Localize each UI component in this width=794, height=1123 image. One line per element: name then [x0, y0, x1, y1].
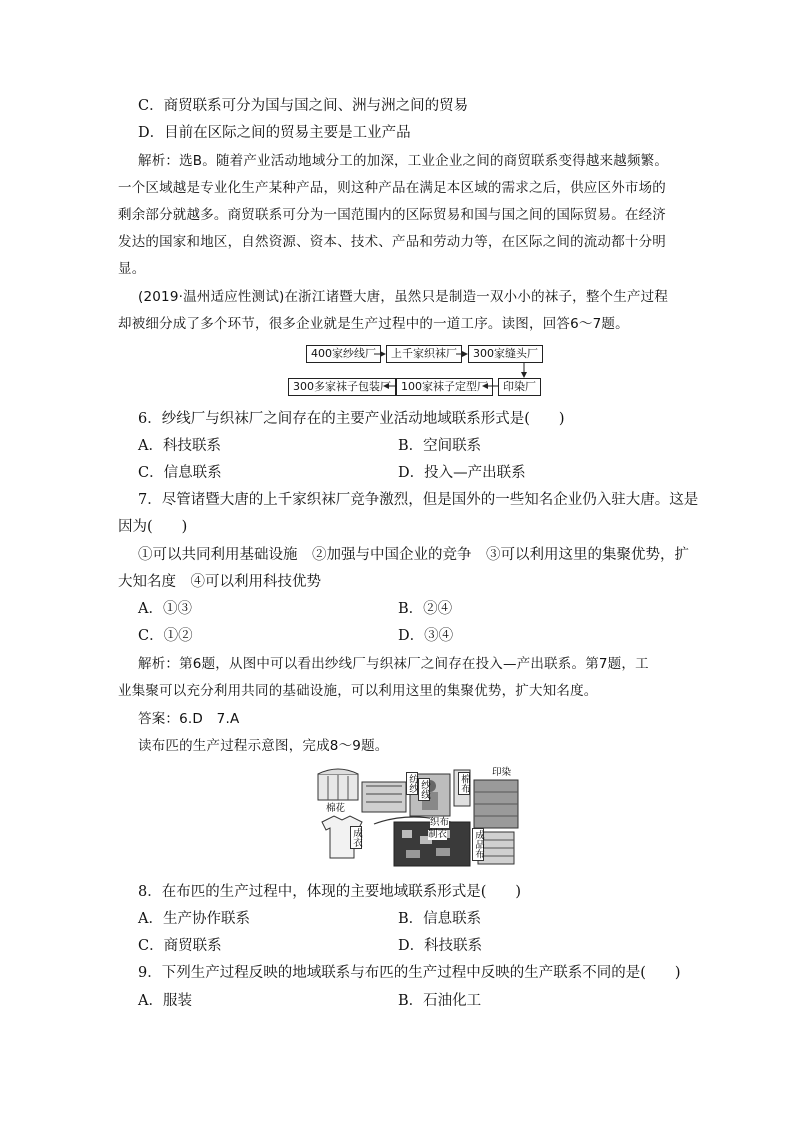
label-finished-cloth: 成品布 [473, 830, 484, 859]
option-d-prev: D．目前在区际之间的贸易主要是工业产品 [138, 125, 411, 141]
label-garment: 成衣 [351, 828, 362, 847]
analysis-1-line-1: 解析：选B。随着产业活动地域分工的加深，工业企业之间的商贸联系变得越来越频繁。 [138, 153, 669, 169]
question-7-option-b: B．②④ [398, 601, 453, 617]
label-yarn: 纱线 [419, 780, 430, 799]
question-7-option-a: A．①③ [138, 601, 192, 617]
question-8-option-d: D．科技联系 [398, 938, 483, 954]
question-7-stem-line-1: 7．尽管诸暨大唐的上千家织袜厂竞争激烈，但是国外的一些知名企业仍入驻大唐。这是 [138, 492, 699, 508]
intro-8-9: 读布匹的生产过程示意图，完成8～9题。 [138, 738, 389, 754]
answer-line: 答案：6.D 7.A [138, 711, 240, 727]
analysis-1-line-3: 剩余部分就越多。商贸联系可分为一国范围内的区际贸易和国与国之间的国际贸易。在经济 [118, 207, 666, 223]
question-7-option-c: C．①② [138, 628, 193, 644]
question-8-stem: 8．在布匹的生产过程中，体现的主要地域联系形式是( ) [138, 884, 522, 900]
analysis-2-line-2: 业集聚可以充分利用共同的基础设施，可以利用这里的集聚优势，扩大知名度。 [118, 683, 598, 699]
question-7-items-line-1: ①可以共同利用基础设施 ②加强与中国企业的竞争 ③可以利用这里的集聚优势，扩 [138, 547, 689, 563]
question-6-option-b: B．空间联系 [398, 438, 482, 454]
flow-box-packaging: 300多家袜子包装厂 [288, 378, 396, 396]
question-8-option-c: C．商贸联系 [138, 938, 222, 954]
question-6-option-c: C．信息联系 [138, 465, 222, 481]
intro-6-7-line-2: 却被细分成了多个环节，很多企业就是生产过程中的一道工序。读图，回答6～7题。 [118, 316, 629, 332]
question-7-option-d: D．③④ [398, 628, 454, 644]
analysis-1-line-2: 一个区域越是专业化生产某种产品，则这种产品在满足本区域的需求之后，供应区外市场的 [118, 180, 666, 196]
analysis-1-line-5: 显。 [118, 261, 146, 277]
cloth-production-illustration [314, 764, 522, 870]
flow-box-dyeing: 印染厂 [498, 378, 541, 396]
question-6-stem: 6．纱线厂与织袜厂之间存在的主要产业活动地域联系形式是( ) [138, 411, 565, 427]
flow-arrows [280, 340, 570, 404]
label-spin: 纺纱 [407, 774, 418, 793]
label-weave: 织布 [430, 817, 450, 828]
question-9-option-a: A．服装 [138, 993, 192, 1009]
label-dye: 印染 [492, 767, 512, 778]
question-7-stem-line-2: 因为( ) [118, 519, 188, 535]
flow-box-yarn-factory: 400家纱线厂 [306, 345, 381, 363]
flow-box-seaming: 300家缝头厂 [468, 345, 543, 363]
question-9-option-b: B．石油化工 [398, 993, 482, 1009]
label-cotton: 棉花 [326, 803, 346, 814]
option-c-prev: C．商贸联系可分为国与国之间、洲与洲之间的贸易 [138, 98, 469, 114]
analysis-1-line-4: 发达的国家和地区，自然资源、资本、技术、产品和劳动力等，在区际之间的流动都十分明 [118, 234, 666, 250]
question-6-option-d: D．投入—产出联系 [398, 465, 526, 481]
question-9-stem: 9．下列生产过程反映的地域联系与布匹的生产过程中反映的生产联系不同的是( ) [138, 965, 681, 981]
question-8-option-a: A．生产协作联系 [138, 911, 250, 927]
flow-box-shaping: 100家袜子定型厂 [396, 378, 493, 396]
question-8-option-b: B．信息联系 [398, 911, 482, 927]
label-cloth: 棉布 [459, 774, 470, 793]
intro-6-7-line-1: (2019·温州适应性测试)在浙江诸暨大唐，虽然只是制造一双小小的袜子，整个生产过程 [138, 289, 669, 305]
question-7-items-line-2: 大知名度 ④可以利用科技优势 [118, 574, 321, 590]
flow-box-sock-weaving: 上千家织袜厂 [386, 345, 462, 363]
question-6-option-a: A．科技联系 [138, 438, 221, 454]
label-sew: 制衣 [428, 829, 448, 840]
analysis-2-line-1: 解析：第6题，从图中可以看出纱线厂与织袜厂之间存在投入—产出联系。第7题，工 [138, 656, 649, 672]
